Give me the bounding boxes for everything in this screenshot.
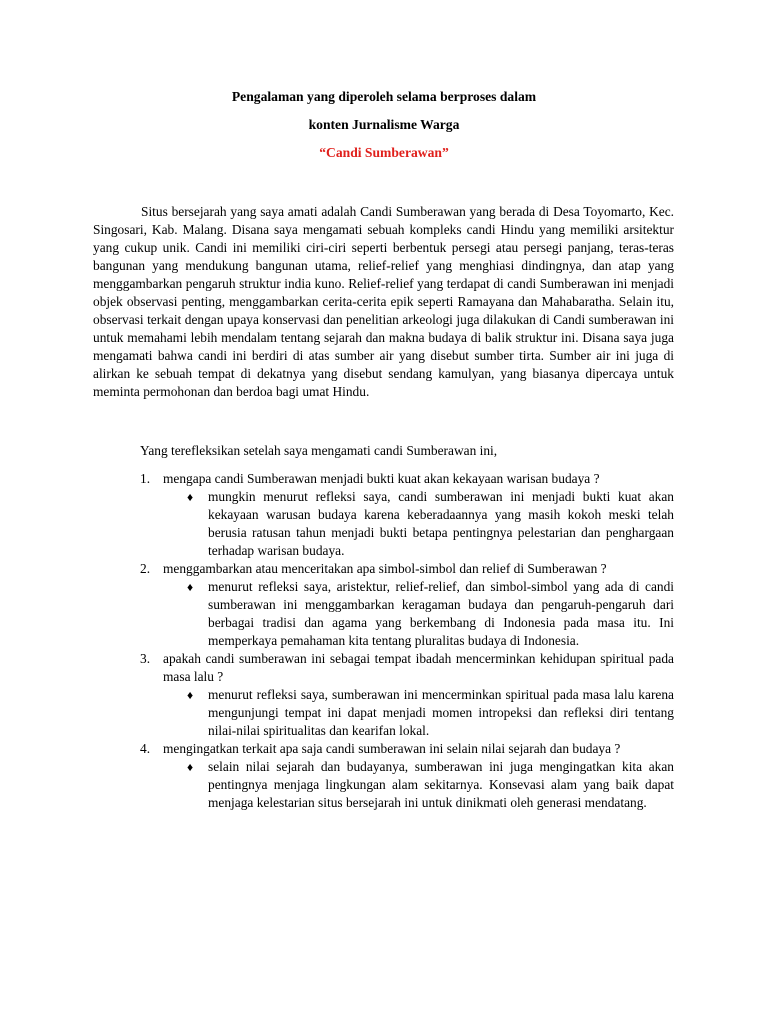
diamond-bullet-icon: ♦ xyxy=(187,688,194,702)
item-number: 4. xyxy=(140,741,151,756)
item-answer xyxy=(140,686,674,740)
item-answer xyxy=(140,758,674,812)
item-question: apakah candi sumberawan ini sebagai tempat ibadah mencerminkan kehidupan spiritual pada masa lalu ? xyxy=(163,651,674,684)
item-question: mengapa candi Sumberawan menjadi bukti kuat akan kekayaan warisan budaya ? xyxy=(163,471,600,486)
item-answer xyxy=(140,578,674,650)
title-line-2: konten Jurnalisme Warga xyxy=(308,117,460,132)
subtitle: “Candi Sumberawan” xyxy=(319,145,449,160)
reflection-list xyxy=(140,470,674,812)
item-answer-text: mungkin menurut refleksi saya, candi sumberawan ini menjadi bukti kuat akan kekayaan warusan budaya karena keberadaannya yang masih kokoh meski telah berusia ratusan tahun menjadi bukti betapa pentingnya pelestarian dan penghargaan terhadap warisan budaya. xyxy=(208,489,674,558)
item-question: menggambarkan atau menceritakan apa simbol-simbol dan relief di Sumberawan ? xyxy=(163,561,607,576)
list-item xyxy=(140,470,674,488)
diamond-bullet-icon: ♦ xyxy=(187,580,194,594)
title-line-1: Pengalaman yang diperoleh selama berproses dalam xyxy=(231,89,537,104)
list-item xyxy=(140,740,674,758)
item-answer-text: menurut refleksi saya, aristektur, relief-relief, dan simbol-simbol yang ada di candi sumberawan ini menggambarkan keragaman budaya dan pengaruh-pengaruh dari berbagai tradisi dan agama yang berkembang di Indonesia pada masa itu. Ini memperkaya pemahaman kita tentang pluralitas budaya di Indonesia. xyxy=(208,579,674,648)
diamond-bullet-icon: ♦ xyxy=(187,490,194,504)
item-number: 1. xyxy=(140,471,151,486)
item-answer-text: selain nilai sejarah dan budayanya, sumberawan ini juga mengingatkan kita akan pentingnya menjaga lingkungan alam sekitarnya. Konsevasi alam yang baik dapat menjaga kelestarian situs bersejarah ini untuk dinikmati oleh generasi mendatang. xyxy=(208,759,674,810)
item-question: mengingatkan terkait apa saja candi sumberawan ini selain nilai sejarah dan budaya ? xyxy=(163,741,621,756)
item-number: 2. xyxy=(140,561,151,576)
list-item xyxy=(140,650,674,686)
list-item xyxy=(140,560,674,578)
item-answer xyxy=(140,488,674,560)
item-answer-text: menurut refleksi saya, sumberawan ini mencerminkan spiritual pada masa lalu karena mengunjungi tempat ini dapat menjadi momen intropeksi dan refleksi diri tentang nilai-nilai spiritualitas dan kearifan lokal. xyxy=(208,687,674,738)
body-paragraph: Situs bersejarah yang saya amati adalah Candi Sumberawan yang berada di Desa Toyomarto, Kec. Singosari, Kab. Malang. Disana saya mengamati sebuah kompleks candi Hindu yang memiliki arsitektur yang cukup unik. Candi ini memiliki ciri-ciri seperti berbentuk persegi atau persegi panjang, teras-teras bangunan yang mendukung bangunan utama, relief-relief yang menghiasi dindingnya, dan atap yang menggambarkan pengaruh struktur india kuno. Relief-relief yang terdapat di candi Sumberawan ini menjadi objek observasi penting, menggambarkan cerita-cerita epik seperti Ramayana dan Mahabaratha. Selain itu, observasi terkait dengan upaya konservasi dan penelitian arkeologi juga dilakukan di Candi sumberawan ini untuk memahami lebih mendalam tentang sejarah dan makna budaya di balik struktur ini. Disana saya juga mengamati bahwa candi ini berdiri di atas sumber air yang disebut sumber tirta. Sumber air ini juga di alirkan ke sebuah tempat di dekatnya yang disebut sendang kamulyan, yang biasanya dipercaya untuk meminta permohonan dan berdoa bagi umat Hindu. xyxy=(93,204,674,399)
item-number: 3. xyxy=(140,651,151,666)
diamond-bullet-icon: ♦ xyxy=(187,760,194,774)
reflection-intro: Yang terefleksikan setelah saya mengamati candi Sumberawan ini, xyxy=(140,443,498,458)
